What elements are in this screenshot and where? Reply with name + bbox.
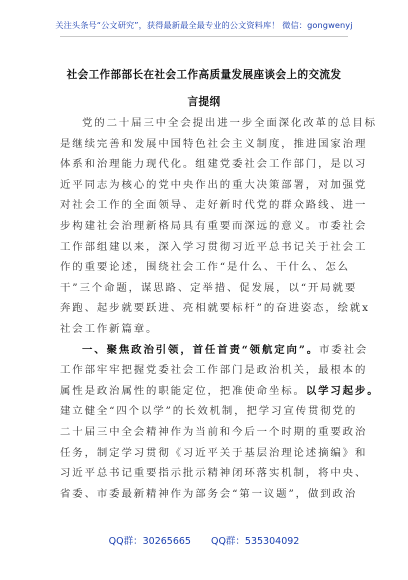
footer-qq-group-2: QQ群：535304092 [210, 536, 300, 547]
section-1-line-continuation: 市委社会 [318, 343, 369, 356]
body-line: 奔跑、起步就要跃进、亮相就要标杆”的奋进姿态，绘就x [60, 302, 370, 315]
header-banner: 关注头条号“公文研究”，获得最新最全最专业的公文资料库！ 微信：gongwenyj [55, 20, 353, 30]
body-line: 省委、市委最新精神作为部务会“第一议题”，做到政治 [60, 487, 358, 500]
body-line: 工作部组建以来，深入学习贯彻习近平总书记关于社会工 [60, 240, 368, 253]
body-line: 作的重要论述，围绕社会工作“是什么、干什么、怎么 [60, 261, 350, 274]
body-line: 任务，制定学习贯彻《习近平关于基层治理论述摘编》和 [60, 446, 368, 459]
footer-qq-group-1: QQ群：30265665 [108, 536, 191, 547]
document-title-line-1: 社会工作部部长在社会工作高质量发展座谈会上的交流发 [66, 69, 342, 81]
document-body [60, 113, 380, 504]
body-line: 工作部牢牢把握党委社会工作部门是政治机关，最根本的 [60, 364, 368, 377]
body-line: 建立健全“四个以学”的长效机制，把学习宣传贯彻党的 [60, 405, 358, 418]
header-divider [60, 36, 348, 37]
body-line: 近平同志为核心的党中央作出的重大决策部署，对加强党 [60, 178, 368, 191]
body-line: 是继续完善和发展中国特色社会主义制度，推进国家治理 [60, 137, 368, 150]
body-line-text: 属性是政治属性的职能定位，把准使命坐标。 [60, 384, 306, 397]
section-1-heading: 一、聚焦政治引领，首任首责“领航定向”。 [82, 343, 319, 356]
body-line: 对社会工作的全面领导、走好新时代党的群众路线、进一 [60, 199, 368, 212]
body-line: 社会工作新篇章。 [60, 322, 159, 335]
emphasis-text: 以学习起步。 [305, 384, 380, 397]
body-line: 体系和治理能力现代化。组建党委社会工作部门，是以习 [60, 158, 368, 171]
body-line-with-emphasis [60, 381, 380, 402]
body-line: 步构建社会治理新格局具有重要而深远的意义。市委社会 [60, 219, 368, 232]
document-title-line-2: 言提纲 [187, 96, 221, 108]
body-line: 二十届三中全会精神作为当前和今后一个时期的重要政治 [60, 425, 368, 438]
footer-contacts [0, 533, 408, 547]
section-1-heading-line [60, 340, 369, 361]
body-line: 党的二十届三中全会提出进一步全面深化改革的总目标 [82, 117, 377, 129]
body-line: 干”三个命题，谋思路、定举措、促发展，以“开局就要 [60, 281, 358, 294]
body-line: 习近平总书记重要指示批示精神闭环落实机制，将中央、 [60, 467, 368, 480]
